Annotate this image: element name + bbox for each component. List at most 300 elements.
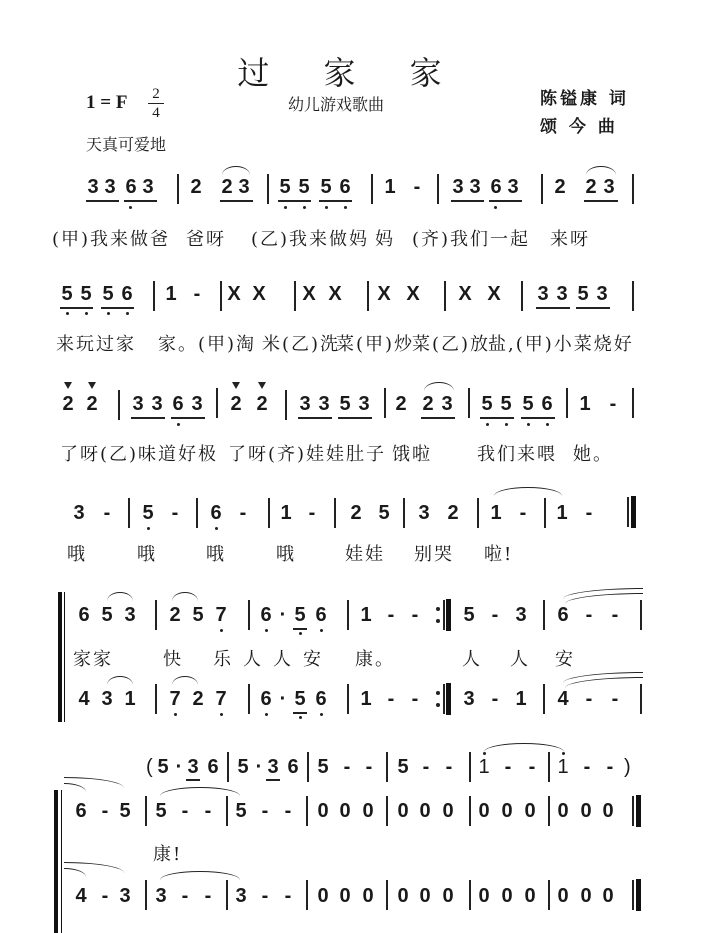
low-octave-dot (284, 206, 287, 209)
note: 3 (537, 283, 549, 305)
dash: - (411, 688, 419, 710)
note: 3 (235, 885, 247, 907)
note: 2 (585, 176, 597, 198)
lyric: 哦 (137, 544, 157, 565)
eighth-beam (86, 200, 119, 202)
lyric: 米(乙)洗 (262, 334, 341, 355)
rest: 0 (362, 800, 374, 822)
note: 3 (238, 176, 250, 198)
lyric: 爸呀 (186, 229, 226, 250)
note: 6 (260, 604, 272, 626)
dash: - (103, 502, 111, 524)
final-barline-thick (631, 496, 636, 528)
lyric: 啦! (484, 544, 514, 565)
key-signature: 1 = F (86, 92, 128, 113)
barline (386, 880, 388, 910)
low-octave-dot (265, 713, 268, 716)
rest: 0 (524, 885, 536, 907)
barline (371, 174, 373, 204)
note: 3 (104, 176, 116, 198)
eighth-beam (319, 200, 352, 202)
dash: - (181, 800, 189, 822)
eighth-beam (584, 200, 618, 202)
high-octave-dot (483, 752, 486, 755)
barline (334, 498, 336, 528)
barline (347, 600, 349, 630)
low-octave-dot (505, 423, 508, 426)
note: 5 (119, 800, 131, 822)
lyric: 家家 (73, 649, 113, 670)
note: 3 (124, 604, 136, 626)
lyric: 快 (163, 649, 183, 670)
repeat-dot (436, 607, 440, 611)
eighth-beam (266, 779, 280, 781)
dash: - (343, 756, 351, 778)
augmentation-dot: · (175, 756, 183, 778)
barline (437, 174, 439, 204)
note: 5 (294, 604, 306, 626)
dash: - (609, 393, 617, 415)
note: 6 (260, 688, 272, 710)
dash: - (365, 756, 373, 778)
barline (386, 752, 388, 782)
rest: 0 (580, 885, 592, 907)
barline (248, 684, 250, 714)
barline (216, 388, 218, 418)
note: 3 (507, 176, 519, 198)
low-octave-dot (320, 713, 323, 716)
dash: - (422, 756, 430, 778)
barline (543, 684, 545, 714)
barline (543, 600, 545, 630)
rest: 0 (501, 800, 513, 822)
eighth-beam (521, 417, 555, 419)
note: 2 (230, 393, 242, 415)
barline (267, 174, 269, 204)
system-bracket (58, 592, 62, 722)
note: 3 (463, 688, 475, 710)
note: 2 (350, 502, 362, 524)
note: 5 (61, 283, 73, 305)
accent-mark (258, 382, 266, 389)
barline (226, 880, 228, 910)
barline (468, 388, 470, 418)
note: 4 (557, 688, 569, 710)
note: 3 (358, 393, 370, 415)
dash: - (583, 756, 591, 778)
note: 3 (87, 176, 99, 198)
note: 5 (317, 756, 329, 778)
note: 6 (75, 800, 87, 822)
augmentation-dot: · (279, 688, 287, 710)
note: 3 (132, 393, 144, 415)
lyric: 菜(乙)放 (412, 334, 491, 355)
note: 1 (124, 688, 136, 710)
x-note: X (252, 283, 266, 305)
note: 4 (75, 885, 87, 907)
barline (268, 498, 270, 528)
eighth-beam (576, 307, 610, 309)
note: 3 (73, 502, 85, 524)
barline (469, 752, 471, 782)
rest: 0 (524, 800, 536, 822)
dash: - (308, 502, 316, 524)
rest: 0 (580, 800, 592, 822)
low-octave-dot (344, 206, 347, 209)
rest: 0 (339, 885, 351, 907)
repeat-barline-thin (443, 684, 445, 714)
rest: 0 (317, 885, 329, 907)
dash: - (101, 800, 109, 822)
repeat-barline-thick (446, 683, 451, 715)
eighth-beam (60, 307, 93, 309)
eighth-beam (451, 200, 484, 202)
tie (160, 871, 240, 880)
system-bracket-inner (61, 790, 62, 933)
lyric: (乙)我来做妈 (251, 229, 370, 250)
note: 5 (155, 800, 167, 822)
low-octave-dot (126, 312, 129, 315)
rest: 0 (397, 800, 409, 822)
note: 5 (481, 393, 493, 415)
rest: 0 (501, 885, 513, 907)
barline (307, 752, 309, 782)
low-octave-dot (177, 423, 180, 426)
barline (294, 281, 296, 311)
note: 5 (397, 756, 409, 778)
dash: - (611, 604, 619, 626)
note: 3 (267, 756, 279, 778)
song-title: 过 家 家 (237, 54, 464, 92)
eighth-beam (480, 417, 514, 419)
lyric: 安 (555, 649, 575, 670)
x-note: X (302, 283, 316, 305)
barline (444, 281, 446, 311)
note: 2 (192, 688, 204, 710)
note: 3 (299, 393, 311, 415)
barline (632, 174, 634, 204)
eighth-beam (293, 712, 307, 714)
lyric: 哦 (276, 544, 296, 565)
dash: - (585, 688, 593, 710)
lyric: 了呀(乙)味道好极 (60, 444, 219, 465)
lyric: 饿啦 (392, 444, 432, 465)
eighth-beam (186, 779, 200, 781)
final-barline-thick (636, 795, 641, 827)
note: 7 (215, 604, 227, 626)
note: 6 (287, 756, 299, 778)
rest: 0 (419, 800, 431, 822)
note: 5 (102, 283, 114, 305)
final-barline-thick (636, 879, 641, 911)
note: 6 (172, 393, 184, 415)
note: 1 (384, 176, 396, 198)
low-octave-dot (220, 713, 223, 716)
low-octave-dot (85, 312, 88, 315)
barline (145, 880, 147, 910)
note: 2 (62, 393, 74, 415)
dash: - (491, 604, 499, 626)
x-note: X (458, 283, 472, 305)
note: 3 (515, 604, 527, 626)
note: 2 (221, 176, 233, 198)
low-octave-dot (215, 527, 218, 530)
note: 6 (490, 176, 502, 198)
note: 6 (78, 604, 90, 626)
barline (227, 752, 229, 782)
note: 5 (378, 502, 390, 524)
barline (566, 388, 568, 418)
dash: - (611, 688, 619, 710)
eighth-beam (131, 417, 165, 419)
low-octave-dot (265, 629, 268, 632)
lyric: 娃娃 (345, 544, 385, 565)
lyric: 妈 (375, 229, 395, 250)
eighth-beam (338, 417, 372, 419)
note: 5 (339, 393, 351, 415)
note: 5 (577, 283, 589, 305)
barline (632, 281, 634, 311)
note: 5 (101, 604, 113, 626)
rest: 0 (478, 885, 490, 907)
note: 3 (418, 502, 430, 524)
barline (548, 752, 550, 782)
low-octave-dot (494, 206, 497, 209)
barline (477, 498, 479, 528)
note: 2 (86, 393, 98, 415)
rest: 0 (397, 885, 409, 907)
barline (153, 281, 155, 311)
eighth-beam (293, 628, 307, 630)
accent-mark (88, 382, 96, 389)
note: 6 (125, 176, 137, 198)
barline (347, 684, 349, 714)
barline (640, 600, 642, 630)
lyric: 了呀(齐)娃娃肚子 (228, 444, 387, 465)
final-barline-thin (632, 796, 634, 826)
dash: - (504, 756, 512, 778)
note: 3 (452, 176, 464, 198)
note: 5 (80, 283, 92, 305)
slur (172, 592, 198, 601)
barline (541, 174, 543, 204)
note: 3 (318, 393, 330, 415)
lyric: 家。(甲)淘 (158, 334, 257, 355)
note: 5 (522, 393, 534, 415)
note: 1 (360, 604, 372, 626)
eighth-beam (489, 200, 522, 202)
lyric: 来呀 (550, 229, 590, 250)
note: 6 (121, 283, 133, 305)
note: 5 (142, 502, 154, 524)
eighth-beam (536, 307, 570, 309)
x-note: X (487, 283, 501, 305)
rest: 0 (478, 800, 490, 822)
note: 6 (541, 393, 553, 415)
low-octave-dot (129, 206, 132, 209)
low-octave-dot (147, 527, 150, 530)
rest: 0 (419, 885, 431, 907)
repeat-dot (436, 691, 440, 695)
rest: 0 (602, 800, 614, 822)
dash: - (204, 800, 212, 822)
barline (367, 281, 369, 311)
note: 7 (169, 688, 181, 710)
low-octave-dot (486, 423, 489, 426)
note: 6 (207, 756, 219, 778)
note: 5 (235, 800, 247, 822)
note: 3 (155, 885, 167, 907)
note: 5 (320, 176, 332, 198)
note: 2 (422, 393, 434, 415)
augmentation-dot: · (255, 756, 263, 778)
barline (306, 880, 308, 910)
song-subtitle: 幼儿游戏歌曲 (288, 95, 385, 114)
note: 2 (256, 393, 268, 415)
time-signature (148, 86, 164, 121)
dash: - (284, 885, 292, 907)
tie (160, 787, 240, 796)
lyric: 盐,(甲)小菜烧好 (488, 334, 634, 355)
barline (469, 880, 471, 910)
note: 3 (556, 283, 568, 305)
note: 3 (187, 756, 199, 778)
barline (248, 600, 250, 630)
rest: 0 (442, 800, 454, 822)
lyric: 康! (153, 844, 183, 865)
low-octave-dot (107, 312, 110, 315)
lyric: 哦 (67, 544, 87, 565)
eighth-beam (421, 417, 455, 419)
dash: - (101, 885, 109, 907)
system-bracket (54, 790, 58, 933)
slur (107, 676, 133, 685)
final-barline-thin (632, 880, 634, 910)
dash: - (181, 885, 189, 907)
barline (640, 684, 642, 714)
composer-credit: 颂 今 曲 (540, 117, 618, 137)
x-note: X (227, 283, 241, 305)
eighth-beam (171, 417, 205, 419)
lyric: (齐)我们一起 (412, 229, 531, 250)
barline (226, 796, 228, 826)
barline (220, 281, 222, 311)
note: 3 (101, 688, 113, 710)
open-paren: ( (146, 756, 153, 778)
barline (548, 880, 550, 910)
dash: - (411, 604, 419, 626)
barline (118, 390, 120, 420)
note: 6 (315, 688, 327, 710)
barline (145, 796, 147, 826)
note: 1 (579, 393, 591, 415)
repeat-dot (436, 619, 440, 623)
accent-mark (64, 382, 72, 389)
dash: - (261, 885, 269, 907)
barline (155, 600, 157, 630)
slur (586, 166, 616, 175)
low-octave-dot (299, 632, 302, 635)
lyric: 我们来喂 (477, 444, 557, 465)
barline (384, 388, 386, 418)
lyric: 菜(甲)炒 (336, 334, 415, 355)
lyricist-credit: 陈镒康 词 (540, 89, 629, 109)
barline (469, 796, 471, 826)
system-bracket-inner (64, 592, 65, 722)
x-note: X (406, 283, 420, 305)
barline (521, 281, 523, 311)
note: 3 (441, 393, 453, 415)
eighth-beam (220, 200, 253, 202)
note: 6 (315, 604, 327, 626)
note: 7 (215, 688, 227, 710)
note: 5 (192, 604, 204, 626)
tempo-marking: 天真可爱地 (86, 135, 167, 154)
dash: - (585, 604, 593, 626)
lyric: 别哭 (414, 544, 454, 565)
barline (548, 796, 550, 826)
note: 3 (142, 176, 154, 198)
dash: - (606, 756, 614, 778)
lyric: 人 (462, 649, 482, 670)
barline (386, 796, 388, 826)
slur (222, 166, 250, 175)
slur (172, 676, 198, 685)
dash: - (387, 604, 395, 626)
note: 5 (463, 604, 475, 626)
barline (544, 498, 546, 528)
note: 5 (237, 756, 249, 778)
lyric: 来玩过家 (56, 334, 136, 355)
note: 2 (554, 176, 566, 198)
barline (177, 174, 179, 204)
note: 3 (119, 885, 131, 907)
barline (285, 390, 287, 420)
high-octave-dot (562, 752, 565, 755)
note: 5 (279, 176, 291, 198)
note: 3 (469, 176, 481, 198)
dash: - (387, 688, 395, 710)
note: 1 (556, 502, 568, 524)
dash: - (491, 688, 499, 710)
dash: - (413, 176, 421, 198)
dash: - (261, 800, 269, 822)
note: 2 (395, 393, 407, 415)
note: 1 (280, 502, 292, 524)
dash: - (519, 502, 527, 524)
high-note: 1 (478, 756, 490, 778)
repeat-barline-thin (443, 600, 445, 630)
low-octave-dot (303, 206, 306, 209)
note: 2 (169, 604, 181, 626)
lyric: 哦 (206, 544, 226, 565)
rest: 0 (442, 885, 454, 907)
barline (196, 498, 198, 528)
note: 1 (515, 688, 527, 710)
low-octave-dot (174, 713, 177, 716)
accent-mark (232, 382, 240, 389)
time-sig-line (148, 103, 164, 104)
note: 5 (294, 688, 306, 710)
note: 2 (190, 176, 202, 198)
low-octave-dot (546, 423, 549, 426)
low-octave-dot (527, 423, 530, 426)
rest: 0 (317, 800, 329, 822)
dash: - (528, 756, 536, 778)
note: 6 (339, 176, 351, 198)
note: 4 (78, 688, 90, 710)
x-note: X (377, 283, 391, 305)
